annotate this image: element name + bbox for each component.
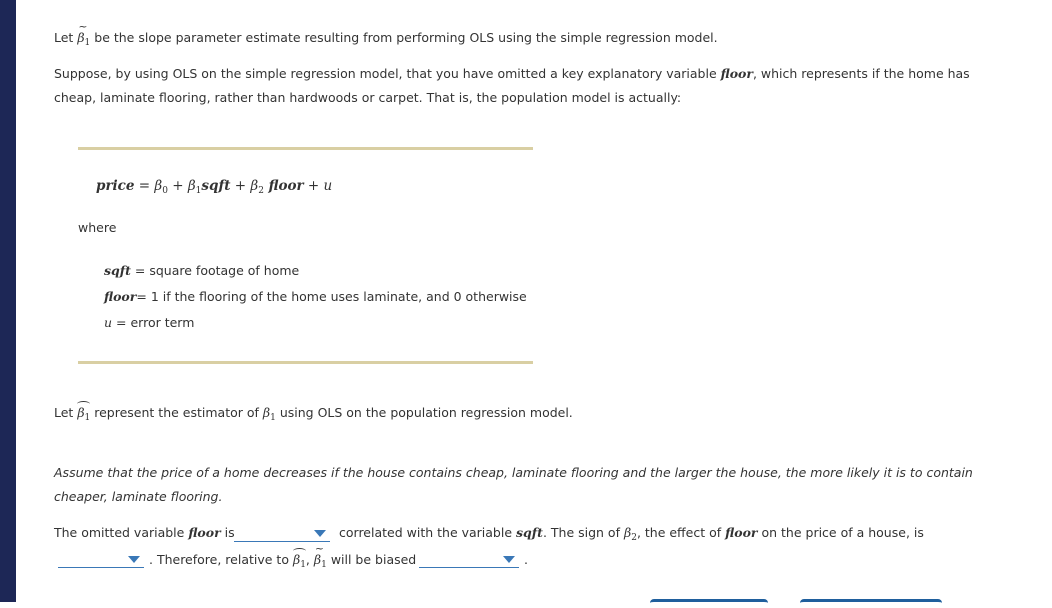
partial-button-right[interactable] xyxy=(800,599,942,608)
definition-u: u = error term xyxy=(104,315,195,330)
question-line-1-end: correlated with the variable sqft. The sign of $\beta_2$, the effect of floor on the price of a house, is xyxy=(339,525,924,543)
chevron-down-icon xyxy=(503,556,515,563)
model-box-bottom-rule xyxy=(78,361,533,364)
beta-tilde-symbol: ~ $\beta_1$ xyxy=(77,29,90,52)
chevron-down-icon xyxy=(128,556,140,563)
definition-floor: floor= 1 if the flooring of the home uses laminate, and 0 otherwise xyxy=(104,289,527,304)
chevron-down-icon xyxy=(314,530,326,537)
where-label: where xyxy=(78,220,117,235)
assumption-line-2: cheaper, laminate flooring. xyxy=(54,489,223,504)
population-model-equation: price = $\beta_0$ + $\beta_1sqft + \beta_2$ floor + u xyxy=(96,178,333,196)
intro-paragraph xyxy=(54,29,718,52)
sign-dropdown[interactable] xyxy=(58,551,144,568)
question-line-2: . Therefore, relative to $\beta_1$, ~ $\beta_1$ will be biased xyxy=(149,551,416,574)
beta-symbol: $\beta_1$ xyxy=(262,405,276,423)
bias-dropdown[interactable] xyxy=(419,551,519,568)
estimator-paragraph: Let $\beta_1$ represent the estimator of $\beta_1$ using OLS on the population regression model. xyxy=(54,404,573,427)
left-sidebar-strip xyxy=(0,0,16,602)
suppose-line-1: Suppose, by using OLS on the simple regression model, that you have omitted a key explanatory variable floor, which represents if the home has xyxy=(54,66,970,81)
model-box-top-rule xyxy=(78,147,533,150)
definition-sqft: sqft = square footage of home xyxy=(104,263,300,278)
var-floor: floor xyxy=(720,66,753,81)
intro-text-cont: be the slope parameter estimate resulting from performing OLS using the simple regression model. xyxy=(90,30,718,45)
suppose-line-2: cheap, laminate flooring, rather than hardwoods or carpet. That is, the population model is actually: xyxy=(54,90,682,105)
beta-hat-symbol: $\beta_1$ xyxy=(77,404,90,427)
assumption-line-1: Assume that the price of a home decreases if the house contains cheap, laminate flooring and the larger the house, the more likely it is to contain xyxy=(54,465,973,480)
partial-button-left[interactable] xyxy=(650,599,768,608)
question-end-period: . xyxy=(524,552,528,567)
question-line-1-start: The omitted variable floor is xyxy=(54,525,235,540)
intro-text: Let xyxy=(54,30,78,45)
